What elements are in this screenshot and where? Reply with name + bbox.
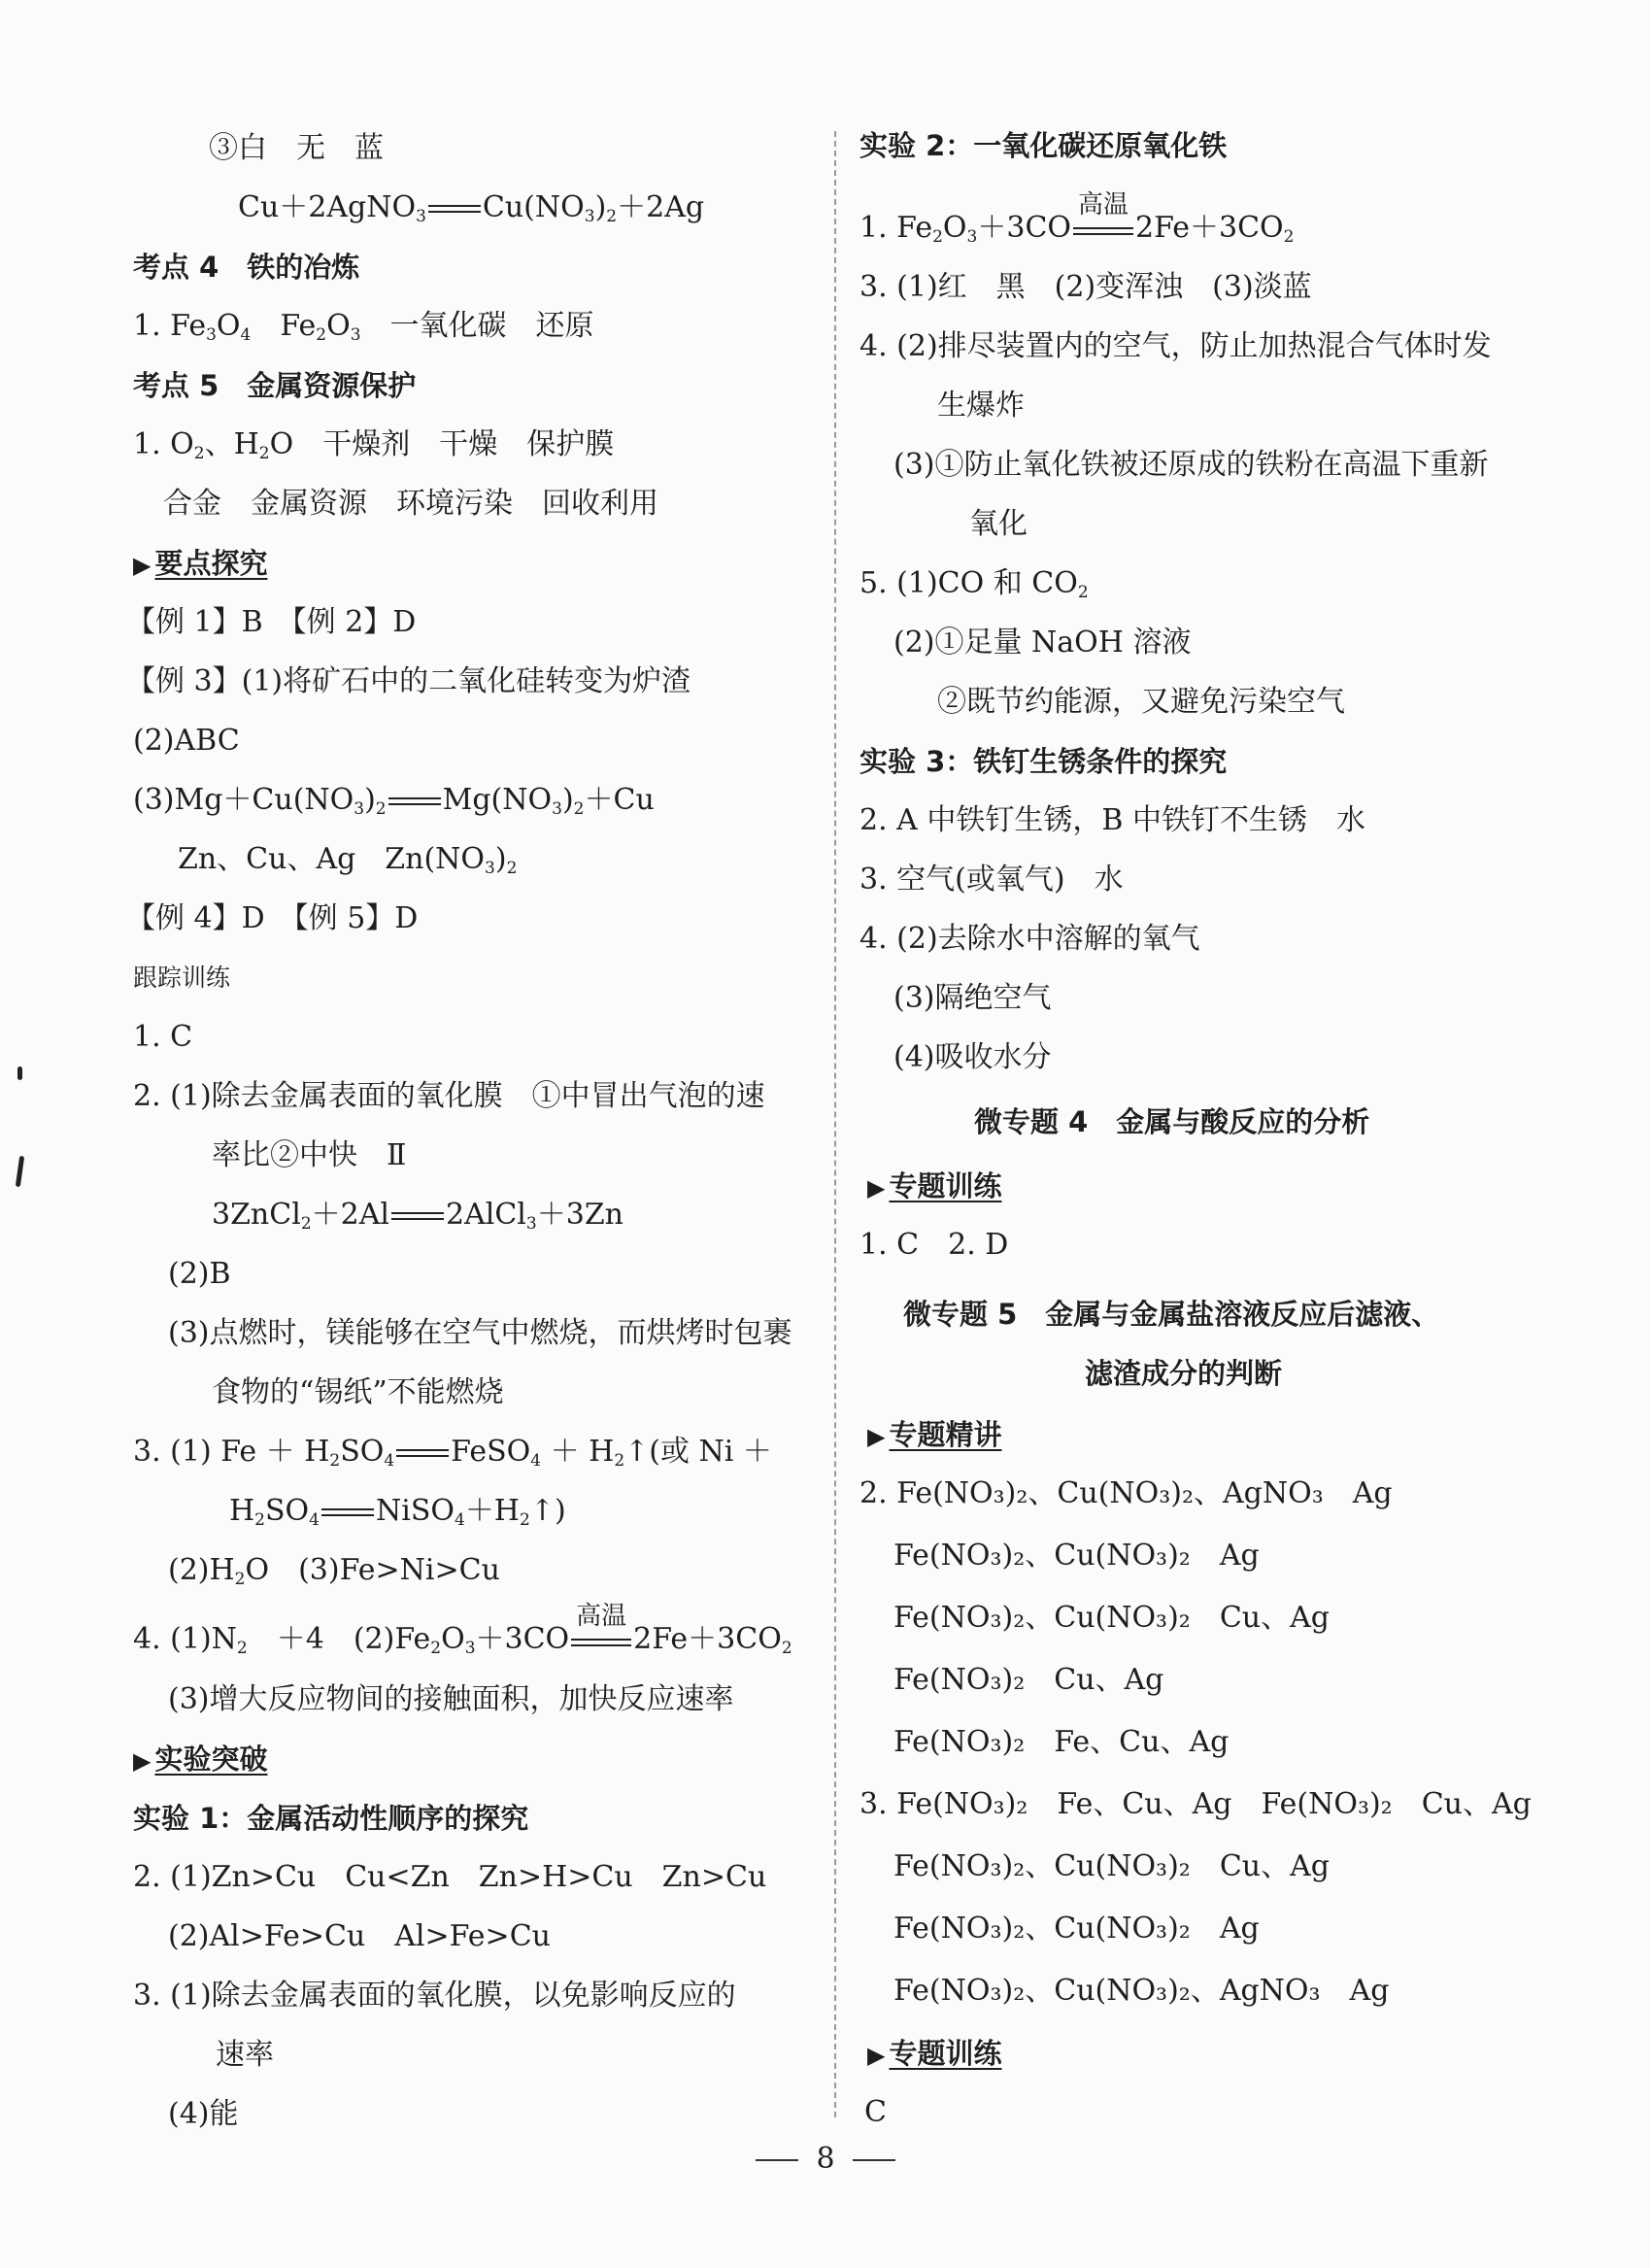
answer-line: (3)点燃时，镁能够在空气中燃烧，而烘烤时包裹 (168, 1316, 792, 1350)
topic-title: 微专题 5 金属与金属盐溶液反应后滤液、 (903, 1298, 1440, 1331)
answer-line: 2. (1)除去金属表面的氧化膜 ①中冒出气泡的速 (133, 1079, 765, 1113)
answer-line: 2. Fe(NO₃)₂、Cu(NO₃)₂、AgNO₃ Ag (859, 1476, 1393, 1510)
page-number: 8 (0, 2142, 1651, 2176)
answer-line: Fe(NO₃)₂、Cu(NO₃)₂ Cu、Ag (893, 1601, 1330, 1635)
answer-line: (2)Al>Fe>Cu Al>Fe>Cu (168, 1919, 551, 1953)
answer-line: Fe(NO₃)₂、Cu(NO₃)₂ Cu、Ag (893, 1849, 1330, 1883)
answer-line: 3. (1)除去金属表面的氧化膜，以免影响反应的 (133, 1979, 736, 2013)
topic-title: 微专题 4 金属与酸反应的分析 (974, 1105, 1370, 1138)
answer-line: 1. $Fe_3O_4$ $Fe_2O_3$ 一氧化碳 还原 (133, 309, 594, 345)
answer-line: 4. (2)去除水中溶解的氧气 (859, 922, 1200, 956)
answer-line: 合金 金属资源 环境污染 回收利用 (163, 487, 658, 521)
answer-line: (4)吸收水分 (893, 1040, 1052, 1074)
triangle-icon: ▶ (133, 552, 152, 579)
answer-line: 速率 (216, 2038, 274, 2072)
answer-line: 率比②中快 Ⅱ (212, 1138, 407, 1172)
answer-line: Zn、Cu、Ag $Zn(NO_3)_2$ (178, 842, 518, 878)
answer-line: Fe(NO₃)₂ Cu、Ag (893, 1663, 1164, 1697)
scan-mark (17, 1066, 22, 1080)
column-divider (834, 131, 836, 2117)
answer-line: C (864, 2095, 887, 2129)
equation-line: 4. $(1)N_2$ ＋4 $(2)Fe_2O_3+3CO$ 高温 $2Fe+3CO_2$ (133, 1602, 792, 1658)
answer-line: 【例 1】B 【例 2】D (126, 605, 417, 639)
answer-line: 1. C (133, 1020, 193, 1054)
experiment-heading: 实验 2：一氧化碳还原氧化铁 (859, 129, 1228, 162)
section-heading: ▶ 实验突破 (133, 1743, 268, 1776)
answer-line: 4. (2)排尽装置内的空气，防止加热混合气体时发 (859, 329, 1492, 363)
triangle-icon: ▶ (867, 1423, 886, 1450)
answer-line: 1. C 2. D (859, 1228, 1009, 1262)
answer-line: 3. Fe(NO₃)₂ Fe、Cu、Ag Fe(NO₃)₂ Cu、Ag (859, 1787, 1532, 1821)
answer-line: ②既节约能源，又避免污染空气 (937, 685, 1345, 719)
answer-line: 食物的“锡纸”不能燃烧 (212, 1375, 504, 1409)
answer-line: (2)①足量 NaOH 溶液 (893, 626, 1192, 660)
answer-line: $(2)H_2O$ (3)Fe>Ni>Cu (168, 1553, 500, 1589)
section-heading: ▶ 专题精讲 (867, 1418, 1002, 1451)
equation-line: 3. (1) $Fe + H_2SO_4$ FeSO$_4$ ＋ $H_2↑$(或 Ni ＋ (133, 1435, 772, 1471)
answer-line: 2. (1)Zn>Cu Cu<Zn Zn>H>Cu Zn>Cu (133, 1860, 767, 1894)
section-heading: ▶ 要点探究 (133, 547, 268, 580)
section-heading: 考点 4 铁的冶炼 (133, 251, 360, 284)
answer-line: ③白 无 蓝 (209, 131, 384, 165)
scan-mark (16, 1156, 24, 1187)
answer-line: (3)①防止氧化铁被还原成的铁粉在高温下重新 (893, 448, 1489, 482)
answer-line: (3)隔绝空气 (893, 981, 1052, 1015)
answer-line: Fe(NO₃)₂、Cu(NO₃)₂ Ag (893, 1912, 1260, 1946)
answer-line: 【例 4】D 【例 5】D (126, 901, 419, 935)
subsection-label: 跟踪训练 (133, 964, 231, 992)
equation-line: 1. $Fe_2O_3+3CO$ 高温 $2Fe+3CO_2$ (859, 190, 1295, 247)
answer-line: 5. (1)CO 和 $CO_2$ (859, 566, 1089, 602)
answer-line: 3. (1)红 黑 (2)变浑浊 (3)淡蓝 (859, 270, 1312, 304)
equation-line: $H_2SO_4$ $NiSO_4+H_2↑$) (229, 1494, 566, 1530)
topic-title: 滤渣成分的判断 (1085, 1357, 1283, 1390)
triangle-icon: ▶ (867, 2042, 886, 2069)
equation-line: Cu＋2AgNO$_3$ $Cu(NO_3)_2+2Ag$ (238, 190, 705, 226)
answer-line: 1. $O_2$、$H_2O$ 干燥剂 干燥 保护膜 (133, 427, 615, 463)
answer-line: 2. A 中铁钉生锈，B 中铁钉不生锈 水 (859, 803, 1365, 837)
section-heading: ▶ 专题训练 (867, 1169, 1002, 1202)
answer-line: 【例 3】(1)将矿石中的二氧化硅转变为炉渣 (126, 664, 691, 698)
answer-line: (2)B (168, 1257, 231, 1291)
answer-line: 氧化 (969, 507, 1028, 541)
experiment-heading: 实验 1：金属活动性顺序的探究 (133, 1802, 529, 1835)
answer-line: Fe(NO₃)₂ Fe、Cu、Ag (893, 1725, 1230, 1759)
section-heading: 考点 5 金属资源保护 (133, 369, 417, 402)
answer-line: (3)增大反应物间的接触面积，加快反应速率 (168, 1682, 734, 1716)
triangle-icon: ▶ (133, 1747, 152, 1775)
answer-line: Fe(NO₃)₂、Cu(NO₃)₂ Ag (893, 1539, 1260, 1573)
answer-line: (4)能 (168, 2097, 239, 2131)
answer-line: 3. 空气(或氧气) 水 (859, 863, 1124, 897)
experiment-heading: 实验 3：铁钉生锈条件的探究 (859, 745, 1228, 778)
equation-line: 3ZnCl$_2$＋2Al 2AlCl$_3$＋3Zn (212, 1198, 623, 1234)
answer-line: 生爆炸 (937, 389, 1025, 423)
answer-line: (2)ABC (133, 724, 240, 758)
triangle-icon: ▶ (867, 1174, 886, 1202)
answer-line: Fe(NO₃)₂、Cu(NO₃)₂、AgNO₃ Ag (893, 1974, 1390, 2008)
equation-line: $(3)Mg+Cu(NO_3)_2$ $Mg(NO_3)_2+Cu$ (133, 783, 655, 819)
section-heading: ▶ 专题训练 (867, 2037, 1002, 2070)
